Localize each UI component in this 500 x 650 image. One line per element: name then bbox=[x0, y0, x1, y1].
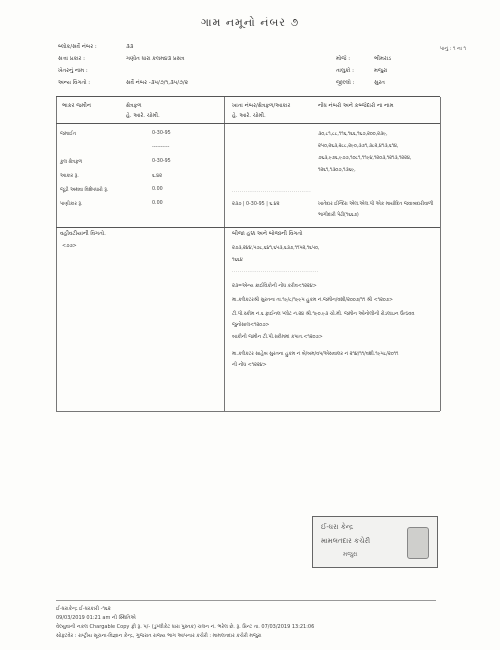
note-entry-numbers: ૩૦,૮૧,૮૮,૧૧૬,૧૬૬,૧૬૭,૨૦૦,૨૩૯, bbox=[318, 132, 388, 137]
document-title: ગામ નમૂનો નંબર ૭ bbox=[200, 16, 300, 29]
note-entry-numbers: ૧૨૬૧,૧૩૦૭,૧૩૬૯, bbox=[318, 168, 356, 173]
footer-line: સોફ્ટવેર : રાષ્ટ્રીય સૂચના-વિજ્ઞાન કેન્દ્ર, ગુજરાત રાજ્ય ભાગ આપનાર કચેરી : મામલતદાર કચેરી મજુરા bbox=[56, 633, 262, 639]
row-label: આકાર રૂ. bbox=[60, 174, 79, 179]
meta-survey-number: બ્લોક/સર્વે નંબર : ૩૩ bbox=[58, 44, 134, 50]
footer-line: ઈ-ધરાકેન્દ્ર ઈ-ધરકારી -૧૬૨ bbox=[56, 606, 111, 612]
other-rights-line: ૨૭૩,૨૪૪,૫૭૮,૬૪૧,૬૫૩,૬૩૭,૧૧૫૨,૧૬૫૦, bbox=[232, 246, 320, 251]
dotted-separator: ......................................... bbox=[232, 189, 312, 194]
meta-other-details: અન્ય વિગતો : સર્વે નંબર -૩૫/૭/૧,૩૫/૭/૨ bbox=[58, 80, 189, 86]
row-value: 0.00 bbox=[152, 187, 163, 192]
row-value: 0-30-95 bbox=[152, 159, 171, 164]
header-notes: નોંધ નંબરો અને કબ્જેદારો ના નામ bbox=[318, 103, 394, 109]
row-label: કુલ ક્ષેત્રફળ bbox=[60, 160, 83, 165]
encumbrance-line: મા.કલેકટર સાહેબ સુરતના હુકમ નં બે/બમ/વપ/એસવાલર નં ૨૧૪/૧૧/વશી.૧૯૫૮/૨૦૧૧ bbox=[232, 352, 399, 357]
record-table bbox=[56, 96, 440, 412]
row-label: જમાઈત bbox=[60, 132, 76, 137]
emblem-icon bbox=[407, 527, 429, 559]
meta-field-name: ખેતરનું નામ : bbox=[58, 68, 88, 74]
encumbrance-line: ૨૩=એન્ય ક્રાઈવિકોની નોંધ કરીવ<૧૨૨૪> bbox=[232, 284, 317, 289]
office-stamp: ઈ-ધરા કેન્દ્ર મામલતદાર કચેરી મજુરા bbox=[312, 516, 438, 568]
khata-owner-note-2: ભાગીદારી પેઢી(૧૬૬૭) bbox=[318, 213, 359, 218]
footer-divider bbox=[56, 600, 436, 601]
row-label: જૂડી અથવા વિશેષધારો રૂ. bbox=[60, 188, 109, 193]
khata-entry: ૨૩૭ | 0-30-95 | ૬.૪૨ bbox=[232, 202, 280, 207]
page-number: પાનું : ૧ ના ૧ bbox=[439, 46, 466, 52]
header-area-units: હે. આરે. ચોમી. bbox=[126, 113, 160, 119]
row-value: ૬.૪૨ bbox=[152, 174, 163, 179]
row-value: 0.00 bbox=[152, 201, 163, 206]
footer-line: વેલ્યુવાની નકલ Chargable Copy ફી રૂ. ૫/- (ડુપ્લીકેટ ધારા પુસ્તક) ચલન નં. ભરેલ છે. રૂ. પ્રિન્ટ તા. 07/03/2019 13:21:06 bbox=[56, 624, 315, 630]
encumbrance-line: ટી.પી.સ્કીમ નં.૬ ફાઈનલ પ્લોટ નં.૨૪ શ્રી.૧૯૦.૯૩ ચો.મી. જમીન ઓનોલીની રોડલાઇન ઉત્ઠવવ bbox=[232, 312, 415, 317]
footer-line: 09/03/2019 01:21 am ની સ્થિતિએ bbox=[56, 615, 136, 621]
meta-district: જીલ્લો : સુરત bbox=[336, 80, 385, 86]
khata-owner-note: ખાતેદાર ઈન્દિરા એલ.એલ.પી એક માર્યાદિત જવાબદારીવાળી bbox=[318, 202, 434, 207]
meta-tenure-type: સત્તા પ્રકાર : ગણોત ધારા કલમ૪૩ પ્રસત્ર bbox=[58, 56, 185, 62]
section-header-administrator: વહીવટીયાની વિગતો. bbox=[60, 231, 106, 237]
administrator-value: <૭૭> bbox=[62, 244, 77, 249]
row-value: ---------- bbox=[152, 145, 170, 150]
section-header-other-rights: બીજા હક્ક અને બોજાની વિગતો bbox=[232, 231, 303, 237]
header-khata-units: હે. આરે. ચોમી. bbox=[232, 113, 266, 119]
meta-village: મોજે : ભીમરાડ bbox=[336, 56, 392, 62]
header-land-type: ભાકર જમીન bbox=[62, 103, 91, 109]
header-area: ક્ષેત્રફળ bbox=[126, 103, 142, 109]
row-label: પાણીકાર રૂ. bbox=[60, 202, 83, 207]
note-entry-numbers: ૭૬૩,૯૭૬,૯૭૭,૧૦૮૧,૧૧૯૪,૧૨૦૩,૧૨૧૩,૧૨૨૪, bbox=[318, 156, 412, 161]
row-value: 0-30-95 bbox=[152, 131, 171, 136]
encumbrance-line: ની નોંધ <૧૨૨૪> bbox=[232, 363, 267, 368]
dotted-separator: ............................................. bbox=[232, 269, 319, 274]
other-rights-line: ૧૬૬૪ bbox=[232, 258, 243, 263]
encumbrance-line: મા.કલેકટરશ્રી સુરતના તા.૧૯/૮/૧૯૯૫ હુકમ નં.જમીન/વશી/૨૦૦૭/૧૧ શ્રી <૧૨૦૭> bbox=[232, 298, 394, 303]
meta-taluka: તાલુકો : મજુરા bbox=[336, 68, 388, 74]
encumbrance-line: બાકીની જમીન ટી.પી.સ્કીમમાં કપાત.<૧૨૦૭> bbox=[232, 335, 323, 340]
encumbrance-line: જુનોસાલ<૧૨૦૭> bbox=[232, 323, 270, 328]
header-khata: ખાતા નંબર/ક્ષેત્રફળ/આકાર bbox=[232, 103, 291, 109]
note-entry-numbers: ૨૫૦,૨૬૩,૨૮૮,૨૯૦,૩૭૧,૩૮૨,૪૧૩,૬૧૪, bbox=[318, 144, 399, 149]
